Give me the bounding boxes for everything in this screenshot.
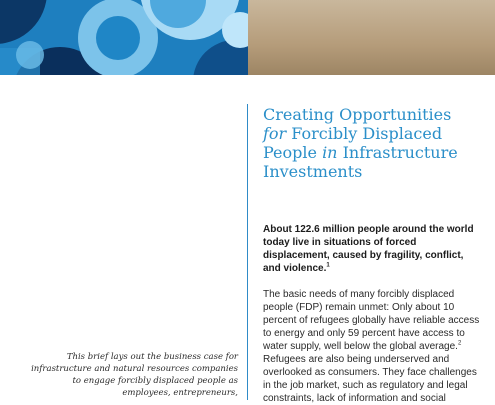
title-segment: in xyxy=(322,143,338,162)
title-segment: Forcibly Displaced xyxy=(286,124,443,143)
sidebar-summary xyxy=(28,351,238,399)
accent-divider xyxy=(247,104,248,400)
footnote-marker: 1 xyxy=(326,262,330,269)
body-paragraph xyxy=(263,288,481,405)
abstract-circles-pattern xyxy=(0,0,250,75)
title-segment: for xyxy=(263,124,287,143)
title-segment: Investments xyxy=(263,162,363,181)
title-segment: People xyxy=(263,143,323,162)
body-text-continued: Refugees are also being underserved and overlooked as consumers. They face challenges in the job market, such as regulatory and legal constraints, lack of information and social xyxy=(263,354,477,404)
worker-with-solar-panels xyxy=(248,0,495,75)
title-segment: Creating Opportunities xyxy=(263,105,452,124)
header-banner xyxy=(0,0,495,75)
page-title xyxy=(263,105,483,181)
lead-paragraph xyxy=(263,223,478,275)
body-text: The basic needs of many forcibly displaced people (FDP) remain unmet: Only about 10 percent of refugees globally have reliable access to energy and only 59 percent have access to water supply, well below the global average. xyxy=(263,289,480,352)
footnote-marker: 2 xyxy=(457,340,462,347)
sidebar-text: This brief lays out the business case for infrastructure and natural resources companies to engage forcibly displaced people as employees, entrepreneurs, xyxy=(31,352,238,398)
title-segment: Infrastructure xyxy=(337,143,458,162)
lead-text: About 122.6 million people around the world today live in situations of forced displacement, caused by fragility, conflict, and violence. xyxy=(263,224,474,274)
